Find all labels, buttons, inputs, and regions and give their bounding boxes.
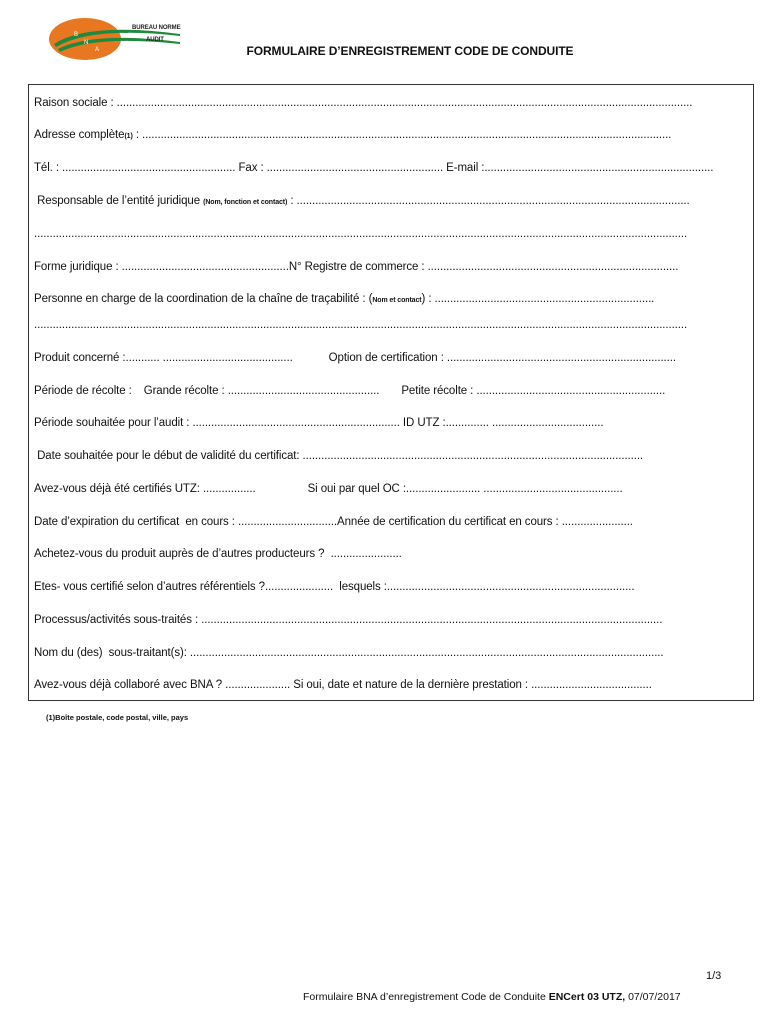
logo-text-line2: AUDIT xyxy=(146,37,164,43)
field-coordination-continuation[interactable]: ................................................................................................................................................................................................................... xyxy=(34,319,688,331)
responsable-dots: : ............................................................................................................................... xyxy=(287,195,690,207)
field-periode-audit[interactable] xyxy=(34,416,603,430)
option-certification-field[interactable]: Option de certification : .......................................................................... xyxy=(328,352,676,364)
field-raison-sociale[interactable]: Raison sociale : .......................................................................................................................................................................................... xyxy=(34,97,693,109)
field-autres-referentiels[interactable]: Etes- vous certifié selon d’autres référentiels ?...................... lesquels :................................................................................ xyxy=(34,581,635,593)
adresse-label: Adresse complète xyxy=(34,129,125,141)
footer-date: 07/07/2017 xyxy=(625,991,681,1003)
responsable-note: (Nom, fonction et contact) xyxy=(203,199,288,206)
responsable-label: Responsable de l’entité juridique xyxy=(34,195,204,207)
adresse-note: (1) xyxy=(124,133,133,140)
email-field[interactable]: E-mail :.......................................................................... xyxy=(443,162,714,174)
field-responsable[interactable] xyxy=(34,194,690,210)
field-date-debut[interactable]: Date souhaitée pour le début de validité du certificat: .............................................................................................................. xyxy=(34,450,644,462)
field-periode-recolte[interactable] xyxy=(34,384,665,398)
logo-letter-n: N xyxy=(84,40,89,46)
field-deja-certifie[interactable] xyxy=(34,482,623,496)
coordination-label: Personne en charge de la coordination de la chaîne de traçabilité : ( xyxy=(34,293,373,305)
field-collabore-bna[interactable]: Avez-vous déjà collaboré avec BNA ? ..................... Si oui, date et nature de la dernière prestation : ....................................... xyxy=(34,679,652,691)
footer-text: Formulaire BNA d’enregistrement Code de Conduite xyxy=(303,991,549,1003)
field-adresse[interactable] xyxy=(34,128,671,144)
footer-code: ENCert 03 UTZ, xyxy=(548,991,626,1003)
logo-text-line1: BUREAU NORME xyxy=(132,25,181,31)
field-sous-traites[interactable]: Processus/activités sous-traités : ..................................................................................................................................................... xyxy=(34,614,663,626)
field-sous-traitants[interactable]: Nom du (des) sous-traitant(s): ......................................................................................................................................................... xyxy=(34,647,664,659)
forme-juridique-field[interactable]: Forme juridique : ...................................................... xyxy=(34,261,289,273)
deja-certifie-field[interactable]: Avez-vous déjà été certifiés UTZ: ................. xyxy=(34,483,256,495)
periode-audit-field[interactable]: Période souhaitée pour l’audit : ................................................................... xyxy=(34,417,400,429)
periode-recolte-label: Période de récolte : xyxy=(34,385,132,397)
fax-field[interactable]: Fax : ......................................................... xyxy=(235,162,444,174)
date-expiration-field[interactable]: Date d’expiration du certificat en cours : ................................ xyxy=(34,516,338,528)
field-achetez[interactable]: Achetez-vous du produit auprès de d’autres producteurs ? ....................... xyxy=(34,548,402,560)
tel-field[interactable]: Tél. : ........................................................ xyxy=(34,162,236,174)
field-responsable-continuation[interactable]: ................................................................................................................................................................................................................... xyxy=(34,228,688,240)
page-number: 1/3 xyxy=(706,970,722,982)
form-title: FORMULAIRE D’ENREGISTREMENT CODE DE CONDUITE xyxy=(246,44,574,58)
field-forme-registre[interactable] xyxy=(34,260,678,274)
adresse-dots: : ........................................................................................................................................................................... xyxy=(132,129,672,141)
annee-certification-field[interactable]: Année de certification du certificat en cours : ....................... xyxy=(337,516,633,528)
field-expiration-annee[interactable] xyxy=(34,515,633,529)
logo-letter-b: B xyxy=(74,32,79,38)
footnote: (1)Boîte postale, code postal, ville, pays xyxy=(46,713,189,722)
logo-letter-a: A xyxy=(95,47,100,53)
id-utz-field[interactable]: ID UTZ :.............. .................................... xyxy=(399,417,604,429)
petite-recolte-field[interactable]: Petite récolte : ............................................................. xyxy=(401,385,666,397)
produit-field[interactable]: Produit concerné :........... .......................................... xyxy=(34,352,293,364)
registre-commerce-field[interactable]: N° Registre de commerce : ................................................................................. xyxy=(288,261,679,273)
field-tel-fax-email[interactable] xyxy=(34,161,713,175)
page-footer xyxy=(303,991,681,1003)
coordination-note: Nom et contact xyxy=(372,297,422,304)
field-coordination[interactable] xyxy=(34,292,654,308)
quel-oc-field[interactable]: Si oui par quel OC :........................ ............................................. xyxy=(307,483,623,495)
grande-recolte-field[interactable]: Grande récolte : ................................................. xyxy=(143,385,380,397)
coordination-dots: ) : ....................................................................... xyxy=(421,293,655,305)
field-produit-option[interactable] xyxy=(34,351,676,365)
